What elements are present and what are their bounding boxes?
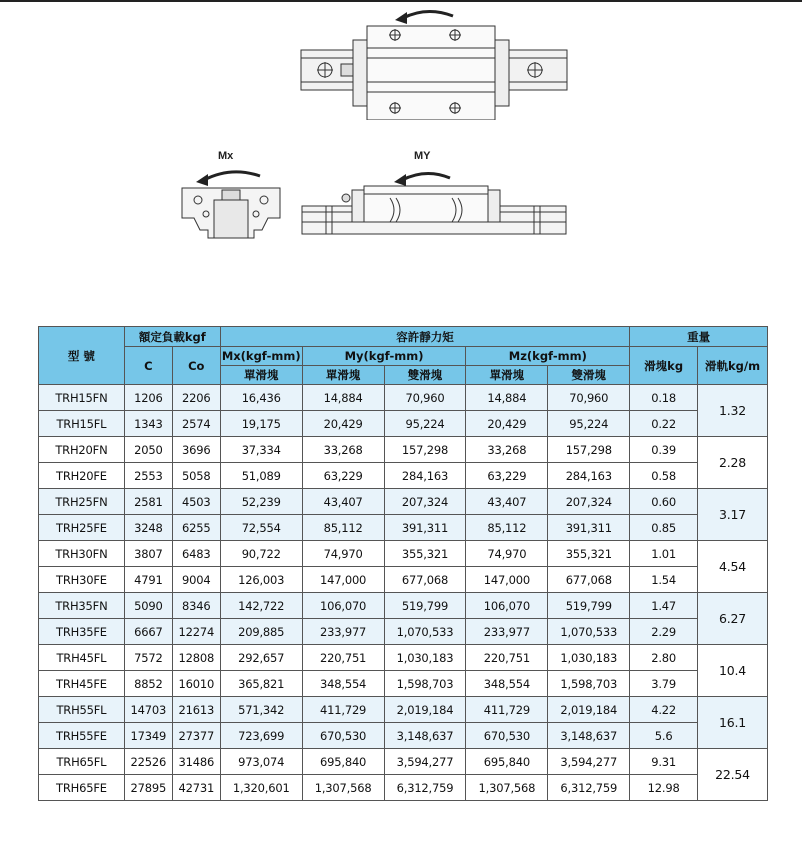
table-row — [39, 671, 768, 697]
cell-model: TRH25FE — [39, 515, 125, 541]
cell-my1: 147,000 — [302, 567, 384, 593]
cell-block: 1.01 — [630, 541, 698, 567]
cell-mz2: 6,312,759 — [548, 775, 630, 801]
cell-c: 14703 — [124, 697, 172, 723]
cell-mx: 72,554 — [220, 515, 302, 541]
cell-mx: 723,699 — [220, 723, 302, 749]
cell-block: 9.31 — [630, 749, 698, 775]
cell-mz2: 3,148,637 — [548, 723, 630, 749]
cell-block: 3.79 — [630, 671, 698, 697]
cell-block: 1.47 — [630, 593, 698, 619]
side-view-drawing — [298, 160, 570, 240]
cell-model: TRH35FN — [39, 593, 125, 619]
cell-mz1: 695,840 — [466, 749, 548, 775]
cell-co: 3696 — [172, 437, 220, 463]
cell-co: 27377 — [172, 723, 220, 749]
header-block-weight: 滑塊kg — [630, 347, 698, 385]
cell-my1: 74,970 — [302, 541, 384, 567]
cell-mx: 1,320,601 — [220, 775, 302, 801]
spec-table-body — [39, 385, 768, 801]
cell-mz2: 1,070,533 — [548, 619, 630, 645]
header-my-single: 單滑塊 — [302, 366, 384, 385]
cell-model: TRH45FE — [39, 671, 125, 697]
cell-mz1: 233,977 — [466, 619, 548, 645]
cell-my1: 348,554 — [302, 671, 384, 697]
cell-c: 6667 — [124, 619, 172, 645]
cell-mz1: 85,112 — [466, 515, 548, 541]
cell-co: 2206 — [172, 385, 220, 411]
cell-mz1: 147,000 — [466, 567, 548, 593]
cell-mz2: 391,311 — [548, 515, 630, 541]
cell-mx: 142,722 — [220, 593, 302, 619]
cell-mx: 51,089 — [220, 463, 302, 489]
cell-c: 17349 — [124, 723, 172, 749]
cell-c: 27895 — [124, 775, 172, 801]
cell-my2: 355,321 — [384, 541, 466, 567]
cell-my2: 1,030,183 — [384, 645, 466, 671]
table-row — [39, 619, 768, 645]
front-view-drawing — [176, 160, 286, 242]
header-mz: Mz(kgf-mm) — [466, 347, 630, 366]
cell-mz1: 63,229 — [466, 463, 548, 489]
cell-block: 1.54 — [630, 567, 698, 593]
cell-my2: 1,070,533 — [384, 619, 466, 645]
table-row — [39, 697, 768, 723]
cell-model: TRH55FL — [39, 697, 125, 723]
cell-mz1: 74,970 — [466, 541, 548, 567]
cell-my2: 70,960 — [384, 385, 466, 411]
cell-mz1: 33,268 — [466, 437, 548, 463]
cell-mz2: 70,960 — [548, 385, 630, 411]
cell-mx: 209,885 — [220, 619, 302, 645]
cell-c: 22526 — [124, 749, 172, 775]
cell-mz1: 411,729 — [466, 697, 548, 723]
table-row — [39, 463, 768, 489]
cell-mz2: 1,030,183 — [548, 645, 630, 671]
cell-my1: 43,407 — [302, 489, 384, 515]
cell-model: TRH20FN — [39, 437, 125, 463]
header-my: My(kgf-mm) — [302, 347, 466, 366]
cell-mx: 90,722 — [220, 541, 302, 567]
cell-co: 6483 — [172, 541, 220, 567]
cell-my1: 220,751 — [302, 645, 384, 671]
cell-model: TRH65FE — [39, 775, 125, 801]
table-row — [39, 723, 768, 749]
my-arrow-icon — [402, 173, 450, 180]
cell-my1: 1,307,568 — [302, 775, 384, 801]
cell-mz1: 106,070 — [466, 593, 548, 619]
table-row — [39, 645, 768, 671]
cell-my2: 95,224 — [384, 411, 466, 437]
cell-my1: 695,840 — [302, 749, 384, 775]
cell-mz1: 348,554 — [466, 671, 548, 697]
cell-block: 0.18 — [630, 385, 698, 411]
cell-block: 2.29 — [630, 619, 698, 645]
cell-my2: 6,312,759 — [384, 775, 466, 801]
cell-rail: 22.54 — [698, 749, 768, 801]
cell-model: TRH15FN — [39, 385, 125, 411]
table-row — [39, 567, 768, 593]
cell-c: 3248 — [124, 515, 172, 541]
header-weight: 重量 — [630, 327, 768, 347]
cell-model: TRH30FE — [39, 567, 125, 593]
table-row — [39, 411, 768, 437]
cell-mz2: 284,163 — [548, 463, 630, 489]
cell-mx: 571,342 — [220, 697, 302, 723]
table-row — [39, 489, 768, 515]
cell-c: 3807 — [124, 541, 172, 567]
top-view-drawing — [295, 2, 575, 120]
mz-arrow-icon — [403, 11, 453, 18]
spec-table — [38, 326, 768, 801]
cell-rail: 1.32 — [698, 385, 768, 437]
cell-block: 0.22 — [630, 411, 698, 437]
table-row — [39, 515, 768, 541]
cell-my2: 1,598,703 — [384, 671, 466, 697]
cell-mz1: 43,407 — [466, 489, 548, 515]
table-row — [39, 437, 768, 463]
cell-mz1: 1,307,568 — [466, 775, 548, 801]
cell-model: TRH45FL — [39, 645, 125, 671]
cell-model: TRH65FL — [39, 749, 125, 775]
header-co: Co — [172, 347, 220, 385]
cell-my2: 207,324 — [384, 489, 466, 515]
cell-model: TRH55FE — [39, 723, 125, 749]
cell-my1: 33,268 — [302, 437, 384, 463]
cell-block: 12.98 — [630, 775, 698, 801]
cell-c: 1206 — [124, 385, 172, 411]
cell-block: 0.85 — [630, 515, 698, 541]
cell-my2: 2,019,184 — [384, 697, 466, 723]
cell-my1: 20,429 — [302, 411, 384, 437]
table-row — [39, 593, 768, 619]
my-label: MY — [414, 150, 431, 162]
cell-c: 2581 — [124, 489, 172, 515]
cell-mz1: 14,884 — [466, 385, 548, 411]
cell-my2: 519,799 — [384, 593, 466, 619]
cell-co: 2574 — [172, 411, 220, 437]
cell-co: 12808 — [172, 645, 220, 671]
cell-my1: 106,070 — [302, 593, 384, 619]
cell-my1: 14,884 — [302, 385, 384, 411]
cell-co: 9004 — [172, 567, 220, 593]
cell-block: 4.22 — [630, 697, 698, 723]
cell-block: 0.60 — [630, 489, 698, 515]
cell-my1: 85,112 — [302, 515, 384, 541]
cell-model: TRH30FN — [39, 541, 125, 567]
cell-block: 5.6 — [630, 723, 698, 749]
cell-rail: 4.54 — [698, 541, 768, 593]
cell-mx: 973,074 — [220, 749, 302, 775]
cell-mx: 37,334 — [220, 437, 302, 463]
cell-c: 8852 — [124, 671, 172, 697]
cell-mx: 52,239 — [220, 489, 302, 515]
cell-my2: 677,068 — [384, 567, 466, 593]
cell-co: 4503 — [172, 489, 220, 515]
header-model: 型 號 — [39, 327, 125, 385]
cell-model: TRH15FL — [39, 411, 125, 437]
cell-co: 12274 — [172, 619, 220, 645]
cell-mx: 16,436 — [220, 385, 302, 411]
cell-co: 42731 — [172, 775, 220, 801]
cell-my2: 391,311 — [384, 515, 466, 541]
header-mz-single: 單滑塊 — [466, 366, 548, 385]
table-row — [39, 749, 768, 775]
cell-c: 7572 — [124, 645, 172, 671]
cell-rail: 6.27 — [698, 593, 768, 645]
cell-mz1: 20,429 — [466, 411, 548, 437]
cell-co: 5058 — [172, 463, 220, 489]
cell-my2: 3,148,637 — [384, 723, 466, 749]
cell-mz2: 95,224 — [548, 411, 630, 437]
cell-mz2: 3,594,277 — [548, 749, 630, 775]
cell-mx: 126,003 — [220, 567, 302, 593]
header-c: C — [124, 347, 172, 385]
cell-co: 31486 — [172, 749, 220, 775]
header-mx: Mx(kgf-mm) — [220, 347, 302, 366]
cell-mz2: 207,324 — [548, 489, 630, 515]
cell-rail: 16.1 — [698, 697, 768, 749]
header-my-double: 雙滑塊 — [384, 366, 466, 385]
header-rail-weight: 滑軌kg/m — [698, 347, 768, 385]
cell-my2: 3,594,277 — [384, 749, 466, 775]
cell-my2: 284,163 — [384, 463, 466, 489]
cell-my1: 670,530 — [302, 723, 384, 749]
cell-c: 4791 — [124, 567, 172, 593]
header-mz-double: 雙滑塊 — [548, 366, 630, 385]
cell-rail: 10.4 — [698, 645, 768, 697]
cell-mz2: 157,298 — [548, 437, 630, 463]
cell-mx: 19,175 — [220, 411, 302, 437]
cell-my1: 63,229 — [302, 463, 384, 489]
cell-block: 0.39 — [630, 437, 698, 463]
cell-mz1: 670,530 — [466, 723, 548, 749]
cell-block: 2.80 — [630, 645, 698, 671]
cell-co: 21613 — [172, 697, 220, 723]
cell-c: 2050 — [124, 437, 172, 463]
cell-mx: 365,821 — [220, 671, 302, 697]
cell-rail: 3.17 — [698, 489, 768, 541]
cell-c: 2553 — [124, 463, 172, 489]
table-row — [39, 775, 768, 801]
cell-mz2: 355,321 — [548, 541, 630, 567]
cell-mz2: 1,598,703 — [548, 671, 630, 697]
cell-mz2: 2,019,184 — [548, 697, 630, 723]
cell-rail: 2.28 — [698, 437, 768, 489]
cell-my1: 411,729 — [302, 697, 384, 723]
mx-label: Mx — [218, 150, 234, 162]
cell-c: 1343 — [124, 411, 172, 437]
cell-co: 6255 — [172, 515, 220, 541]
cell-model: TRH25FN — [39, 489, 125, 515]
cell-my1: 233,977 — [302, 619, 384, 645]
cell-co: 16010 — [172, 671, 220, 697]
table-row — [39, 541, 768, 567]
header-rated-load: 額定負載kgf — [124, 327, 220, 347]
cell-c: 5090 — [124, 593, 172, 619]
cell-mz1: 220,751 — [466, 645, 548, 671]
cell-model: TRH35FE — [39, 619, 125, 645]
cell-model: TRH20FE — [39, 463, 125, 489]
mx-arrow-icon — [204, 172, 260, 180]
cell-block: 0.58 — [630, 463, 698, 489]
cell-co: 8346 — [172, 593, 220, 619]
table-row — [39, 385, 768, 411]
cell-mx: 292,657 — [220, 645, 302, 671]
header-moment: 容許靜力矩 — [220, 327, 629, 347]
cell-mz2: 677,068 — [548, 567, 630, 593]
cell-mz2: 519,799 — [548, 593, 630, 619]
header-mx-single: 單滑塊 — [220, 366, 302, 385]
cell-my2: 157,298 — [384, 437, 466, 463]
